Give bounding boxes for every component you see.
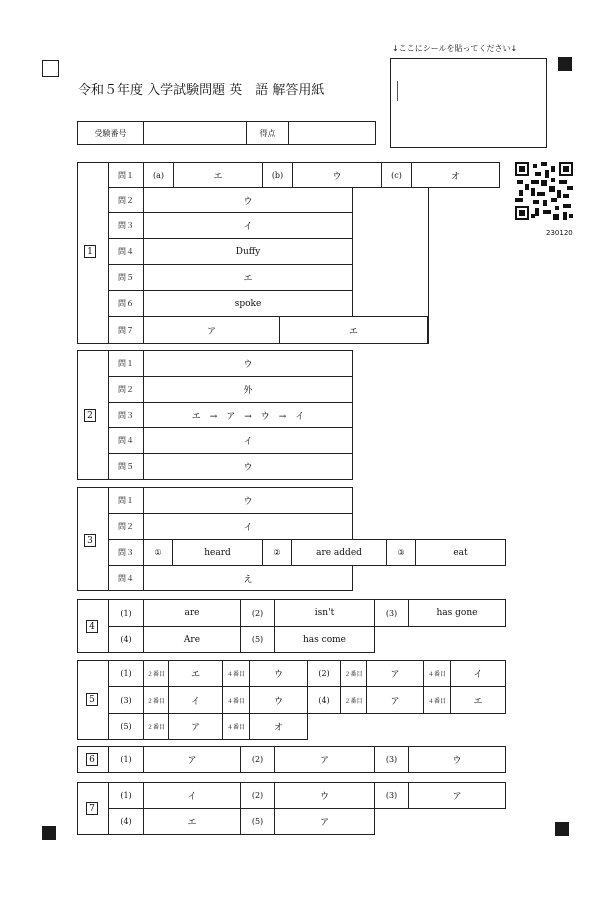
s4-q1-label: (1) (108, 599, 144, 627)
s3-q3-answer-3[interactable]: eat (415, 539, 506, 566)
s2-q4-label: 問４ (108, 427, 144, 454)
s5-q4-fourth-answer[interactable]: エ (450, 686, 506, 714)
s7-q3-label: (3) (374, 782, 409, 809)
corner-square-top-left (42, 60, 59, 77)
s1-q1-label: 問１ (108, 162, 144, 188)
s4-q2-label: (2) (240, 599, 275, 627)
s5-q5-fourth-label: ４番目 (222, 713, 250, 740)
score-field[interactable] (288, 121, 376, 145)
s1-q5-label: 問５ (108, 264, 144, 291)
s4-q4-answer[interactable]: Are (143, 626, 241, 653)
s2-q2-answer[interactable]: 外 (143, 376, 353, 403)
s3-q3-answer-1[interactable]: heard (172, 539, 263, 566)
sticker-box (390, 58, 547, 148)
s7-q2-answer[interactable]: ウ (274, 782, 375, 809)
s5-q1-fourth-label: ４番目 (222, 660, 250, 687)
section-7-number: 7 (86, 802, 98, 815)
section-2-number: 2 (84, 409, 96, 422)
s4-q5-answer[interactable]: has come (274, 626, 375, 653)
s6-q3-label: (3) (374, 746, 409, 773)
s1-q1-a-answer[interactable]: エ (173, 162, 263, 188)
s1-q6-answer[interactable]: spoke (143, 290, 353, 317)
s3-q3-mark-3: ③ (386, 539, 416, 566)
s7-q5-label: (5) (240, 808, 275, 835)
s3-q2-label: 問２ (108, 513, 144, 540)
s5-q3-fourth-label: ４番目 (222, 686, 250, 714)
s1-q1-c-label: (c) (381, 162, 412, 188)
s1-q1-c-answer[interactable]: オ (411, 162, 500, 188)
s1-q7-label: 問７ (108, 316, 144, 344)
s7-q1-answer[interactable]: イ (143, 782, 241, 809)
s1-q1-b-answer[interactable]: ウ (292, 162, 382, 188)
s2-q3-answer[interactable]: エ → ア → ウ → イ (143, 402, 353, 428)
s2-q5-label: 問５ (108, 453, 144, 480)
sticker-note: ↓ここにシールを貼ってください↓ (392, 44, 518, 53)
s5-q2-label: (2) (307, 660, 341, 687)
s5-q4-label: (4) (307, 686, 341, 714)
s6-q2-label: (2) (240, 746, 275, 773)
s3-q3-mark-1: ① (143, 539, 173, 566)
section-4-number: 4 (86, 620, 98, 633)
s4-q3-label: (3) (374, 599, 409, 627)
s7-q3-answer[interactable]: ア (408, 782, 506, 809)
section-3-number: 3 (84, 534, 96, 547)
s1-q4-label: 問４ (108, 238, 144, 265)
s7-q4-answer[interactable]: エ (143, 808, 241, 835)
s6-q2-answer[interactable]: ア (274, 746, 375, 773)
s5-q4-second-label: ２番目 (340, 686, 367, 714)
s3-q1-label: 問１ (108, 487, 144, 514)
s3-q3-mark-2: ② (262, 539, 292, 566)
s5-q2-fourth-label: ４番目 (423, 660, 451, 687)
s2-q5-answer[interactable]: ウ (143, 453, 353, 480)
s1-q7-answer-2[interactable]: エ (279, 316, 428, 344)
s7-q1-label: (1) (108, 782, 144, 809)
s3-q2-answer[interactable]: イ (143, 513, 353, 540)
corner-mark-top-right (558, 57, 572, 71)
s5-q5-second-label: ２番目 (143, 713, 169, 740)
s2-q1-answer[interactable]: ウ (143, 350, 353, 377)
s6-q3-answer[interactable]: ウ (408, 746, 506, 773)
s1-q4-answer[interactable]: Duffy (143, 238, 353, 265)
s5-q5-fourth-answer[interactable]: オ (249, 713, 308, 740)
s3-q4-answer[interactable]: え (143, 565, 353, 591)
s1-q1-b-label: (b) (262, 162, 293, 188)
s5-q1-second-label: ２番目 (143, 660, 169, 687)
s7-q2-label: (2) (240, 782, 275, 809)
corner-mark-bottom-left (42, 826, 56, 840)
section-1-number: 1 (84, 245, 96, 258)
s5-q2-second-answer[interactable]: ア (366, 660, 424, 687)
s4-q4-label: (4) (108, 626, 144, 653)
serial-number: 230120 (546, 229, 573, 237)
s6-q1-label: (1) (108, 746, 144, 773)
s5-q4-fourth-label: ４番目 (423, 686, 451, 714)
s1-q7-answer-1[interactable]: ア (143, 316, 280, 344)
s3-q3-label: 問３ (108, 539, 144, 566)
s5-q4-second-answer[interactable]: ア (366, 686, 424, 714)
exam-number-field[interactable] (143, 121, 247, 145)
section-5-number: 5 (86, 693, 98, 706)
s6-q1-answer[interactable]: ア (143, 746, 241, 773)
s4-q3-answer[interactable]: has gone (408, 599, 506, 627)
s2-q3-label: 問３ (108, 402, 144, 428)
s5-q2-second-label: ２番目 (340, 660, 367, 687)
s3-q3-answer-2[interactable]: are added (291, 539, 387, 566)
s4-q2-answer[interactable]: isn't (274, 599, 375, 627)
s5-q3-second-answer[interactable]: イ (168, 686, 223, 714)
s5-q2-fourth-answer[interactable]: イ (450, 660, 506, 687)
s5-q1-label: (1) (108, 660, 144, 687)
s2-q1-label: 問１ (108, 350, 144, 377)
exam-number-label: 受験番号 (77, 121, 144, 145)
s4-q1-answer[interactable]: are (143, 599, 241, 627)
s7-q5-answer[interactable]: ア (274, 808, 375, 835)
s1-q3-answer[interactable]: イ (143, 212, 353, 239)
section-6-number: 6 (86, 753, 98, 766)
s5-q5-label: (5) (108, 713, 144, 740)
s4-q5-label: (5) (240, 626, 275, 653)
s1-q1-a-label: (a) (143, 162, 174, 188)
s2-q2-label: 問２ (108, 376, 144, 403)
corner-mark-bottom-right (555, 822, 569, 836)
s5-q3-label: (3) (108, 686, 144, 714)
s5-q1-fourth-answer[interactable]: ウ (249, 660, 308, 687)
s1-q2-label: 問２ (108, 187, 144, 213)
s3-q1-answer[interactable]: ウ (143, 487, 353, 514)
s5-q3-second-label: ２番目 (143, 686, 169, 714)
score-label: 得点 (246, 121, 289, 145)
s1-q2-answer[interactable]: ウ (143, 187, 353, 213)
s2-q4-answer[interactable]: イ (143, 427, 353, 454)
s5-q3-fourth-answer[interactable]: ウ (249, 686, 308, 714)
s5-q5-second-answer[interactable]: ア (168, 713, 223, 740)
s1-q5-answer[interactable]: エ (143, 264, 353, 291)
qr-code (515, 162, 573, 220)
s5-q1-second-answer[interactable]: エ (168, 660, 223, 687)
s1-q3-label: 問３ (108, 212, 144, 239)
s3-q4-label: 問４ (108, 565, 144, 591)
s1-q6-label: 問６ (108, 290, 144, 317)
s7-q4-label: (4) (108, 808, 144, 835)
page-title: 令和５年度 入学試験問題 英 語 解答用紙 (78, 83, 325, 98)
